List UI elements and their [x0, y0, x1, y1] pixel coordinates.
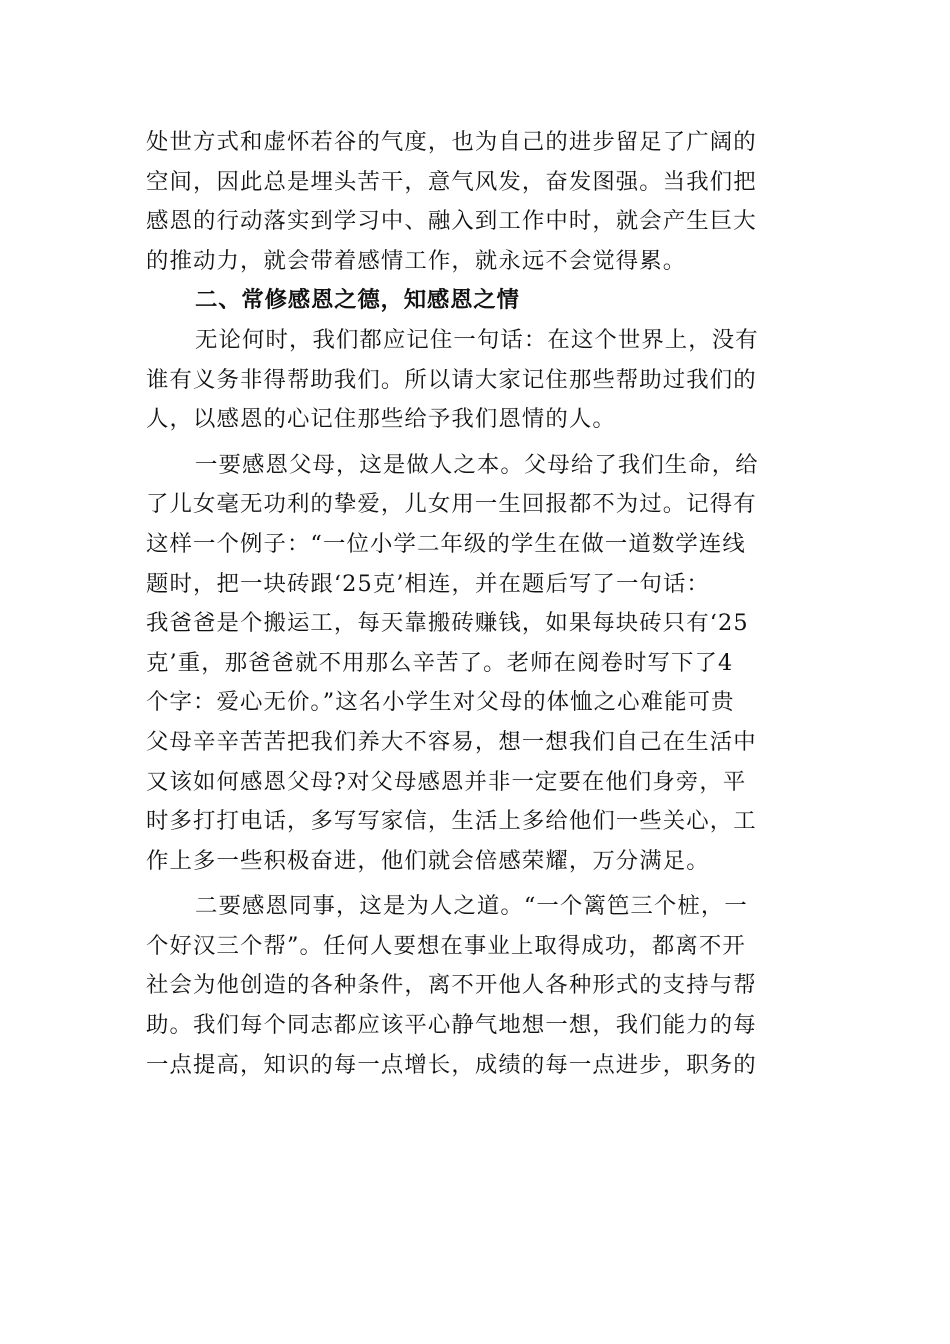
paragraph-2 [146, 321, 806, 440]
text-line: 我爸爸是个搬运工，每天靠搬砖赚钱，如果每块砖只有‘25 [146, 610, 749, 637]
text-line: 个字：爱心无价。”这名小学生对父母的体恤之心难能可贵 [146, 689, 735, 716]
text-line: 一要感恩父母，这是做人之本。父母给了我们生命，给 [195, 451, 759, 478]
text-line: 的推动力，就会带着感情工作，就永远不会觉得累。 [146, 247, 687, 274]
text-line: 这样一个例子：“一位小学二年级的学生在做一道数学连线 [146, 530, 746, 557]
text-line: 社会为他创造的各种条件，离不开他人各种形式的支持与帮 [146, 972, 757, 999]
text-line: 无论何时，我们都应记住一句话：在这个世界上，没有 [195, 326, 759, 353]
text-line: 谁有义务非得帮助我们。所以请大家记住那些帮助过我们的 [146, 366, 757, 393]
text-line: 空间，因此总是埋头苦干，意气风发，奋发图强。当我们把 [146, 168, 757, 195]
text-line: 一点提高，知识的每一点增长，成绩的每一点进步，职务的 [146, 1051, 757, 1078]
text-line: 题时，把一块砖跟‘25克’相连，并在题后写了一句话： [146, 570, 710, 597]
paragraph-1 [146, 123, 806, 281]
section-heading: 二、常修感恩之德，知感恩之情 [195, 287, 520, 314]
text-line: 处世方式和虚怀若谷的气度，也为自己的进步留足了广阔的 [146, 129, 757, 155]
text-line: 感恩的行动落实到学习中、融入到工作中时，就会产生巨大 [146, 208, 757, 235]
text-line: 了儿女毫无功利的挚爱，儿女用一生回报都不为过。记得有 [146, 491, 757, 518]
text-line: 父母辛辛苦苦把我们养大不容易，想一想我们自己在生活中 [146, 728, 757, 755]
text-line: 二要感恩同事，这是为人之道。“一个篱笆三个桩，一 [195, 893, 748, 920]
text-line: 人，以感恩的心记住那些给予我们恩情的人。 [146, 406, 616, 433]
text-line: 作上多一些积极奋进，他们就会倍感荣耀，万分满足。 [146, 847, 710, 874]
document-page [146, 123, 806, 1085]
text-line: 时多打打电话，多写写家信，生活上多给他们一些关心，工 [146, 808, 757, 835]
paragraph-4 [146, 887, 806, 1085]
paragraph-3 [146, 446, 806, 882]
text-line: 助。我们每个同志都应该平心静气地想一想，我们能力的每 [146, 1012, 757, 1039]
text-line: 个好汉三个帮”。任何人要想在事业上取得成功，都离不开 [146, 932, 746, 959]
text-line: 克’重，那爸爸就不用那么辛苦了。老师在阅卷时写下了4 [146, 649, 734, 676]
text-line: 又该如何感恩父母?对父母感恩并非一定要在他们身旁，平 [146, 768, 747, 795]
